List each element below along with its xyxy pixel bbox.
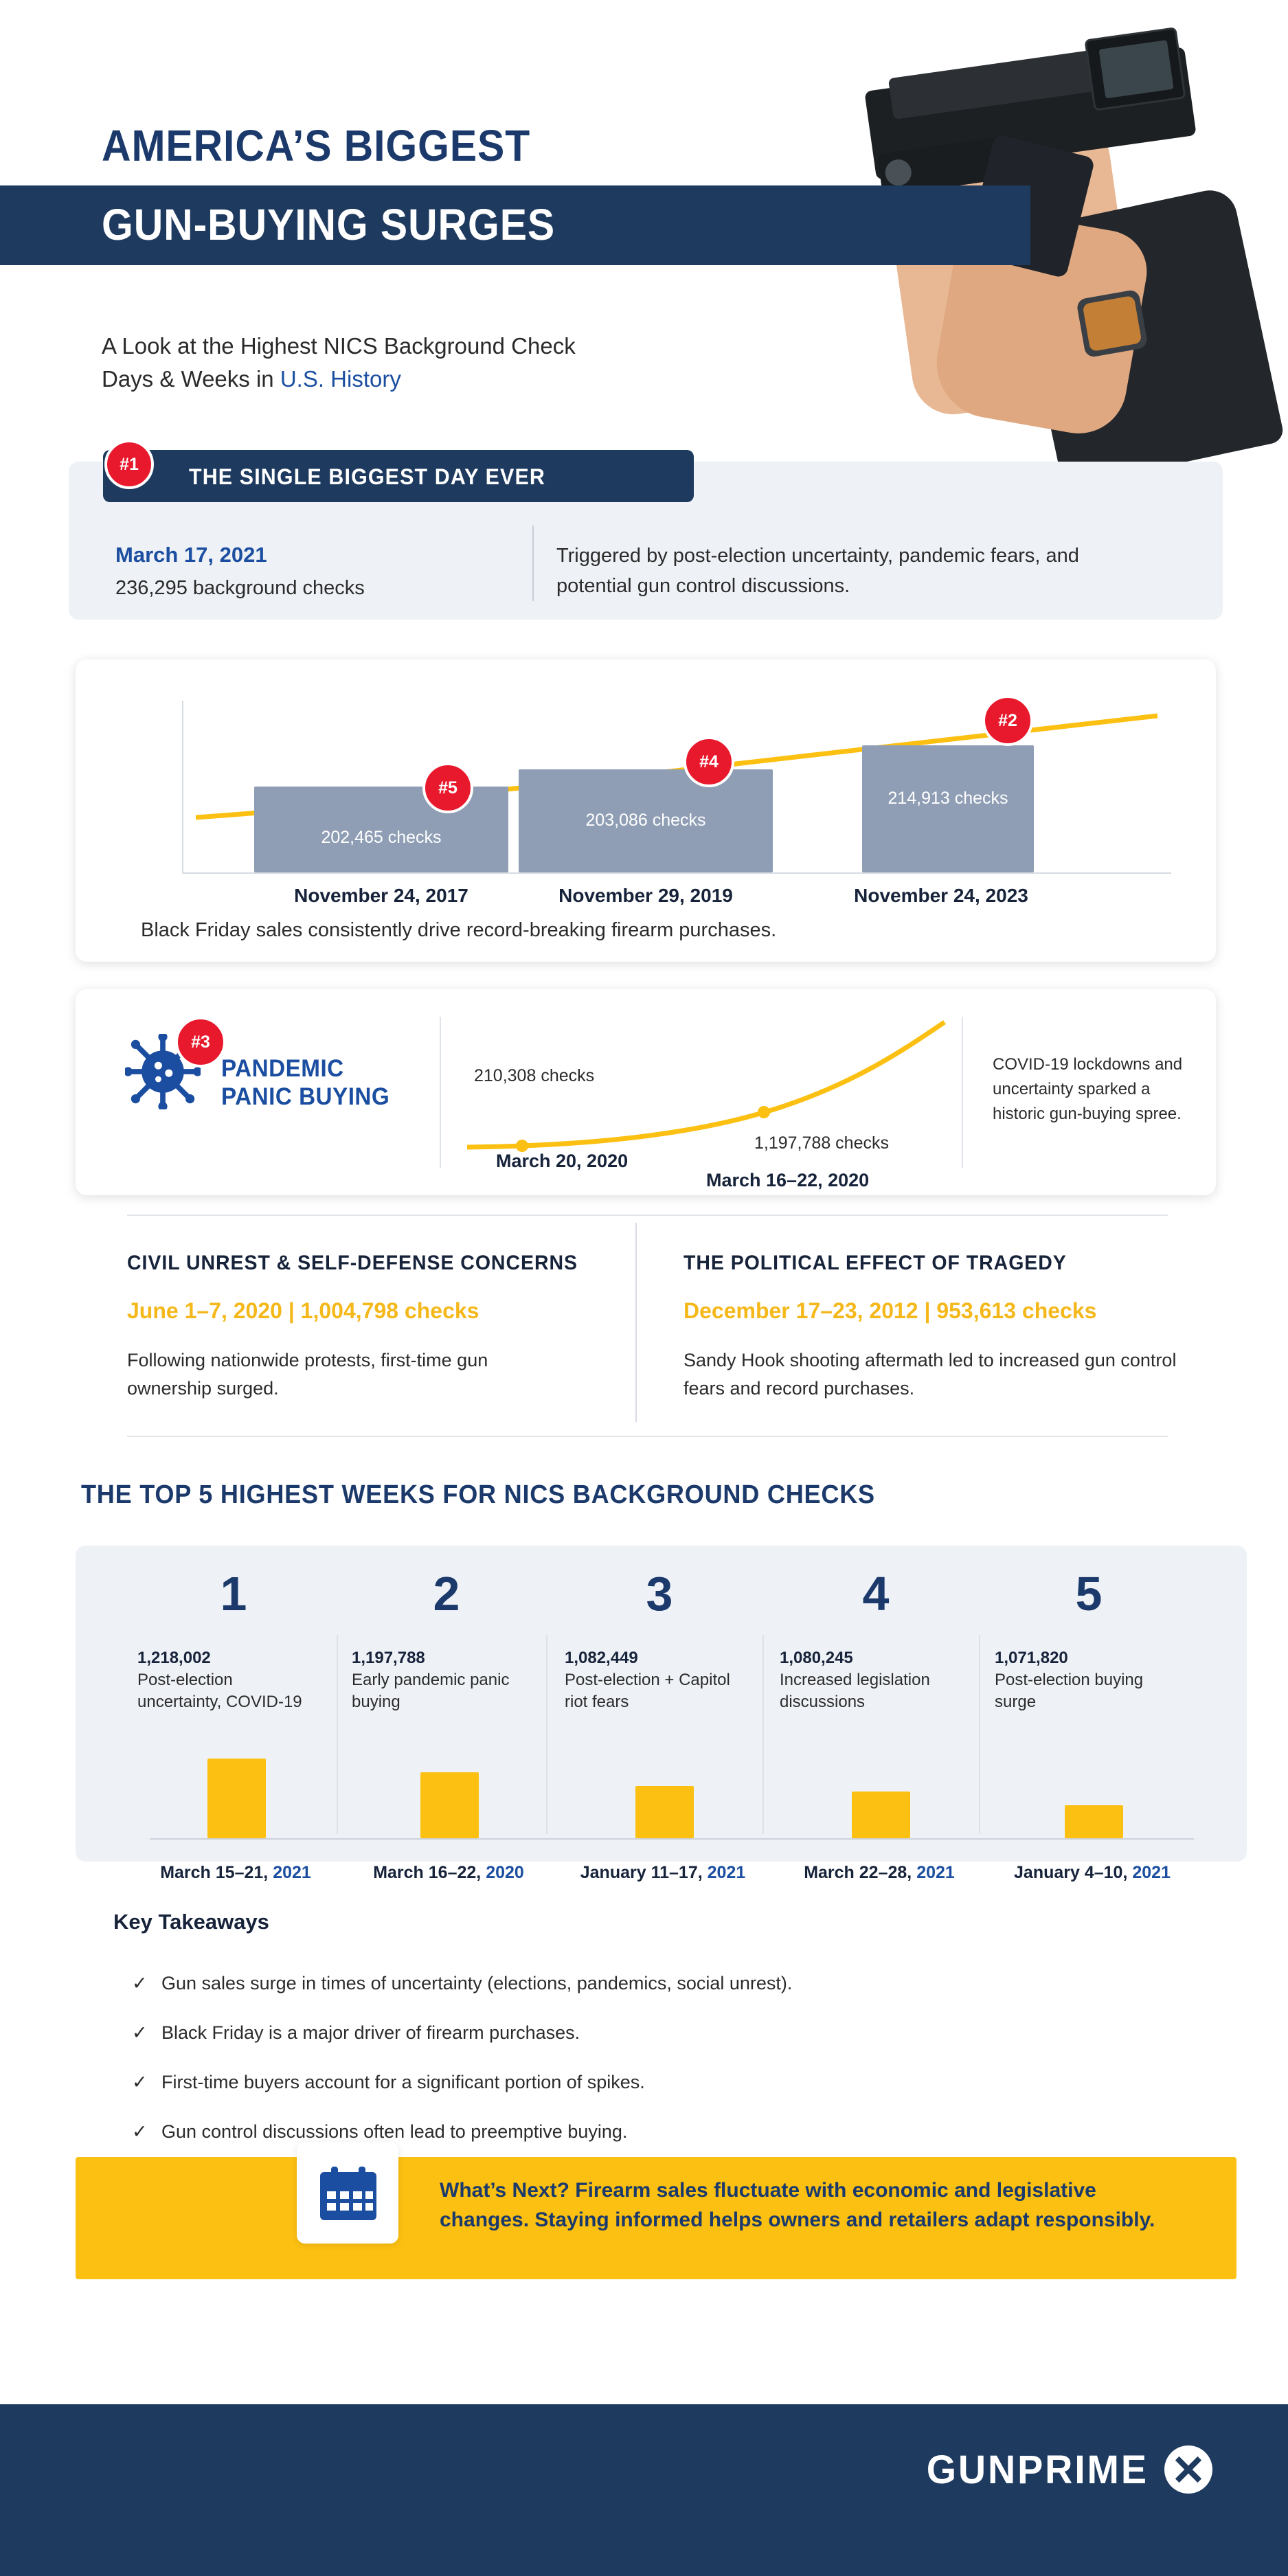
political-tragedy-heading: THE POLITICAL EFFECT OF TRAGEDY	[683, 1252, 1067, 1274]
top5-bar-1	[207, 1759, 266, 1838]
black-friday-note: Black Friday sales consistently drive record-breaking firearm purchases.	[141, 919, 777, 941]
divider	[127, 1214, 1168, 1216]
title-line-2: GUN-BUYING SURGES	[102, 200, 556, 249]
brand-logo	[922, 2445, 1212, 2494]
top5-value-3: 1,082,449	[565, 1649, 638, 1667]
top5-date-5	[979, 1863, 1206, 1883]
top5-rank-3: 3	[646, 1567, 673, 1620]
top5-date-3-main: January 11–17,	[580, 1863, 708, 1882]
top5-date-2-main: March 16–22,	[373, 1863, 486, 1882]
divider	[635, 1223, 637, 1422]
check-icon: ✓	[132, 2121, 148, 2142]
subtitle-highlight: U.S. History	[280, 365, 401, 392]
rank-badge-2: #2	[982, 695, 1033, 746]
top5-desc-4: Increased legislation discussions	[780, 1671, 930, 1712]
bf-date-2: November 29, 2019	[558, 885, 733, 906]
top5-date-1-year: 2021	[273, 1863, 311, 1882]
top5-desc-5: Post-election buying surge	[995, 1671, 1144, 1712]
pandemic-point-b-value: 1,197,788 checks	[754, 1133, 889, 1153]
wristwatch	[1076, 289, 1149, 359]
subtitle-line-1: A Look at the Highest NICS Background Check	[102, 333, 576, 359]
civil-unrest-body: Following nationwide protests, first-time gun ownership surged.	[127, 1350, 488, 1399]
bf-bar-label-1: 202,465 checks	[321, 828, 442, 847]
civil-unrest-stat: June 1–7, 2020 | 1,004,798 checks	[127, 1298, 479, 1323]
rank-badge-3: #3	[175, 1017, 226, 1067]
biggest-day-checks: 236,295 background checks	[115, 577, 365, 599]
top5-desc-3: Post-election + Capitol riot fears	[565, 1671, 730, 1712]
takeaway-item-4: Gun control discussions often lead to preemptive buying.	[161, 2121, 628, 2142]
top5-rank-1: 1	[220, 1567, 247, 1620]
subtitle-line-2	[102, 363, 576, 396]
check-icon: ✓	[132, 2072, 148, 2092]
divider	[532, 526, 534, 601]
bf-bar-3	[862, 745, 1034, 872]
top5-date-4-main: March 22–28,	[804, 1863, 917, 1882]
biggest-day-banner-label: THE SINGLE BIGGEST DAY EVER	[189, 464, 545, 489]
red-dot-optic	[1084, 27, 1186, 111]
takeaway-item-3: First-time buyers account for a significant portion of spikes.	[161, 2072, 645, 2092]
top5-bar-5	[1065, 1805, 1123, 1838]
top5-desc-2: Early pandemic panic buying	[352, 1671, 510, 1712]
pandemic-title	[221, 1054, 389, 1111]
top5-date-2	[335, 1863, 562, 1883]
calendar-icon	[319, 2165, 378, 2222]
pandemic-title-line-2: PANIC BUYING	[221, 1083, 390, 1111]
top5-date-3-year: 2021	[707, 1863, 746, 1882]
logo-text: GUNPRIME	[927, 2447, 1149, 2492]
title-line-1: AMERICA’S BIGGEST	[102, 121, 531, 170]
bf-bar-label-3: 214,913 checks	[888, 789, 1008, 808]
header	[0, 0, 1288, 323]
bf-date-3: November 24, 2023	[854, 885, 1028, 906]
rank-badge-5: #5	[422, 762, 473, 813]
top5-title: THE TOP 5 HIGHEST WEEKS FOR NICS BACKGROUND CHECKS	[81, 1480, 875, 1509]
top5-date-5-year: 2021	[1132, 1863, 1171, 1882]
bf-bar-label-2: 203,086 checks	[585, 811, 706, 830]
top5-rank-5: 5	[1075, 1567, 1103, 1620]
top5-desc-1: Post-election uncertainty, COVID-19	[137, 1671, 302, 1712]
divider	[962, 1017, 963, 1168]
top5-date-5-main: January 4–10,	[1014, 1863, 1133, 1882]
takeaway-item-1: Gun sales surge in times of uncertainty (elections, pandemics, social unrest).	[161, 1973, 793, 1993]
rank-badge-4: #4	[683, 736, 734, 787]
civil-unrest-heading: CIVIL UNREST & SELF-DEFENSE CONCERNS	[127, 1252, 578, 1274]
political-tragedy-body: Sandy Hook shooting aftermath led to increased gun control fears and record purchases.	[683, 1350, 1177, 1399]
top5-value-4: 1,080,245	[780, 1649, 853, 1667]
top5-bar-2	[420, 1772, 479, 1838]
biggest-day-date: March 17, 2021	[115, 543, 267, 567]
rifle-photo	[0, 2294, 893, 2576]
top5-rank-2: 2	[433, 1567, 460, 1620]
pandemic-point-b-date: March 16–22, 2020	[706, 1170, 870, 1190]
pandemic-description: COVID-19 lockdowns and uncertainty sparked a historic gun-buying spree.	[993, 1055, 1183, 1123]
top5-x-axis	[150, 1838, 1194, 1840]
top5-value-2: 1,197,788	[352, 1649, 425, 1667]
pandemic-point-a-date: March 20, 2020	[496, 1151, 629, 1171]
takeaway-item-2: Black Friday is a major driver of firearm purchases.	[161, 2022, 580, 2043]
top5-date-2-year: 2020	[486, 1863, 524, 1882]
logo-mark-icon	[1164, 2445, 1212, 2494]
top5-date-4-year: 2021	[916, 1863, 955, 1882]
top5-date-3	[550, 1863, 776, 1883]
political-tragedy-stat: December 17–23, 2012 | 953,613 checks	[683, 1298, 1097, 1323]
top5-value-1: 1,218,002	[137, 1649, 211, 1667]
bf-x-axis	[182, 872, 1171, 874]
top5-rank-4: 4	[862, 1567, 890, 1620]
top5-date-1-main: March 15–21,	[160, 1863, 273, 1882]
pandemic-title-line-1: PANDEMIC	[221, 1055, 344, 1082]
check-icon: ✓	[132, 2022, 148, 2043]
subtitle-line-2-text: Days & Weeks in	[102, 365, 280, 392]
bf-date-1: November 24, 2017	[294, 885, 468, 906]
top5-value-5: 1,071,820	[995, 1649, 1068, 1667]
check-icon: ✓	[132, 1973, 148, 1993]
pandemic-point-a-value: 210,308 checks	[474, 1066, 595, 1085]
biggest-day-description: Triggered by post-election uncertainty, pandemic fears, and potential gun control discussions.	[556, 545, 1079, 597]
rank-badge-1: #1	[104, 440, 154, 489]
top5-bar-3	[635, 1786, 694, 1838]
subtitle	[102, 330, 576, 396]
top5-bar-4	[852, 1792, 910, 1838]
cta-text: What’s Next? Firearm sales fluctuate with economic and legislative changes. Staying informed helps owners and retailers adapt responsibly.	[440, 2179, 1155, 2231]
divider	[127, 1436, 1168, 1437]
top5-date-4	[766, 1863, 993, 1883]
divider	[440, 1017, 441, 1168]
takeaways-title: Key Takeaways	[113, 1910, 269, 1934]
top5-date-1	[122, 1863, 349, 1883]
